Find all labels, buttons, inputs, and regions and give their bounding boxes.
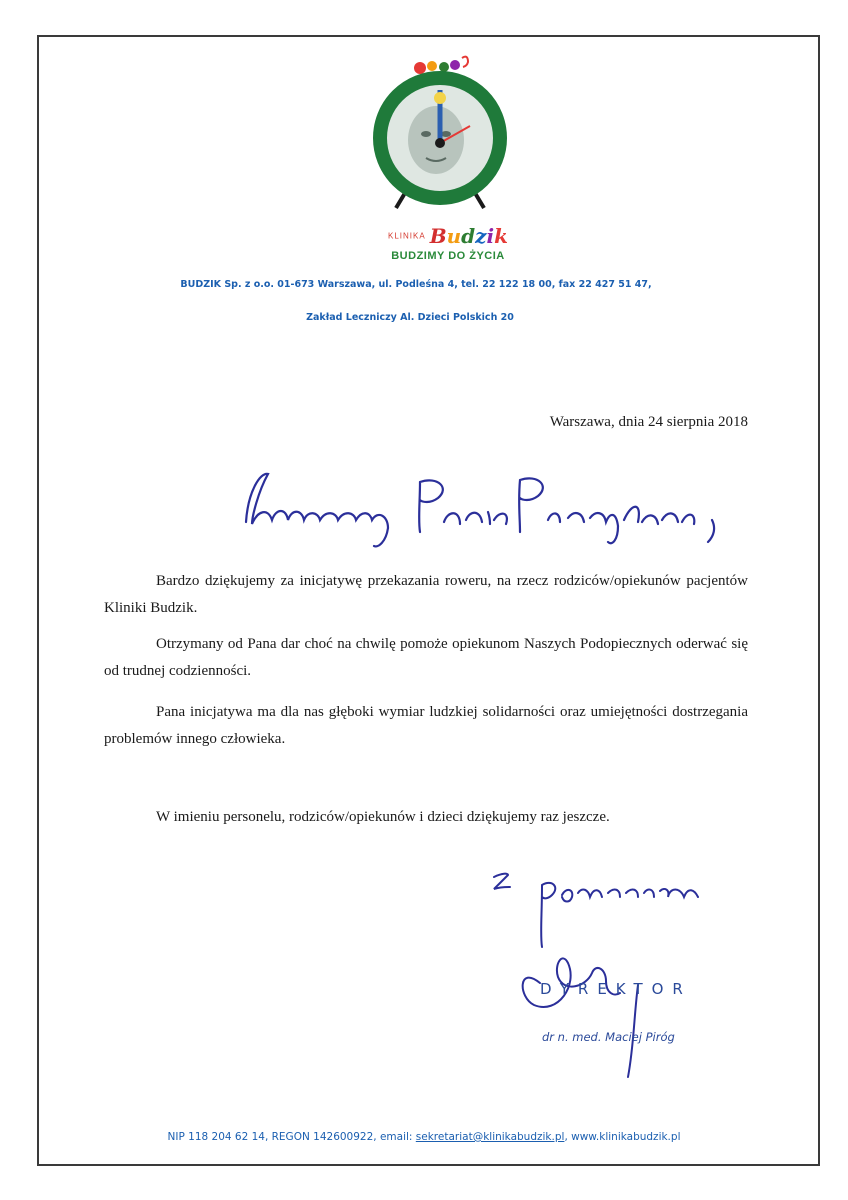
footer-website: , www.klinikabudzik.pl [564, 1131, 681, 1143]
paragraph-gift: Otrzymany od Pana dar choć na chwilę pomoże opiekunom Naszych Podopiecznych oderwać się od trudnej codzienności. [104, 636, 748, 679]
footer-email-link[interactable]: sekretariat@klinikabudzik.pl [415, 1131, 565, 1143]
brand-letter: B [429, 224, 447, 248]
clinic-logo [360, 48, 520, 218]
brand-letter: d [461, 224, 476, 248]
brand-letter: i [486, 224, 495, 248]
brand-letter: u [446, 224, 462, 248]
footer-ids: NIP 118 204 62 14, REGON 142600922, email: [167, 1131, 416, 1143]
brand-name [368, 224, 528, 262]
signature [488, 865, 718, 1085]
brand-letter: z [475, 224, 487, 248]
paragraph-initiative: Pana inicjatywa ma dla nas głęboki wymiar ludzkiej solidarności oraz umiejętności dostrzegania problemów innego człowieka. [104, 704, 748, 747]
paragraph-thanks: Bardzo dziękujemy za inicjatywę przekazania roweru, na rzecz rodziców/opiekunów pacjentów Kliniki Budzik. [104, 573, 748, 616]
handwritten-greeting [238, 462, 728, 552]
footer-contact [0, 1131, 848, 1143]
stamp-name: dr n. med. Maciej Piróg [542, 1030, 675, 1044]
facility-address: Zakład Leczniczy Al. Dzieci Polskich 20 [306, 312, 514, 323]
brand-prefix: KLINIKA [388, 231, 426, 241]
letter-date: Warszawa, dnia 24 sierpnia 2018 [549, 414, 748, 430]
brand-letter: k [494, 224, 508, 248]
stamp-title: DYREKTOR [540, 980, 692, 998]
paragraph-closing: W imieniu personelu, rodziców/opiekunów i dzieci dziękujemy raz jeszcze. [156, 809, 610, 825]
company-address: BUDZIK Sp. z o.o. 01-673 Warszawa, ul. Podleśna 4, tel. 22 122 18 00, fax 22 427 51 47, [180, 279, 652, 290]
brand-tagline: BUDZIMY DO ŻYCIA [391, 250, 505, 262]
brand-wordmark [430, 224, 508, 248]
